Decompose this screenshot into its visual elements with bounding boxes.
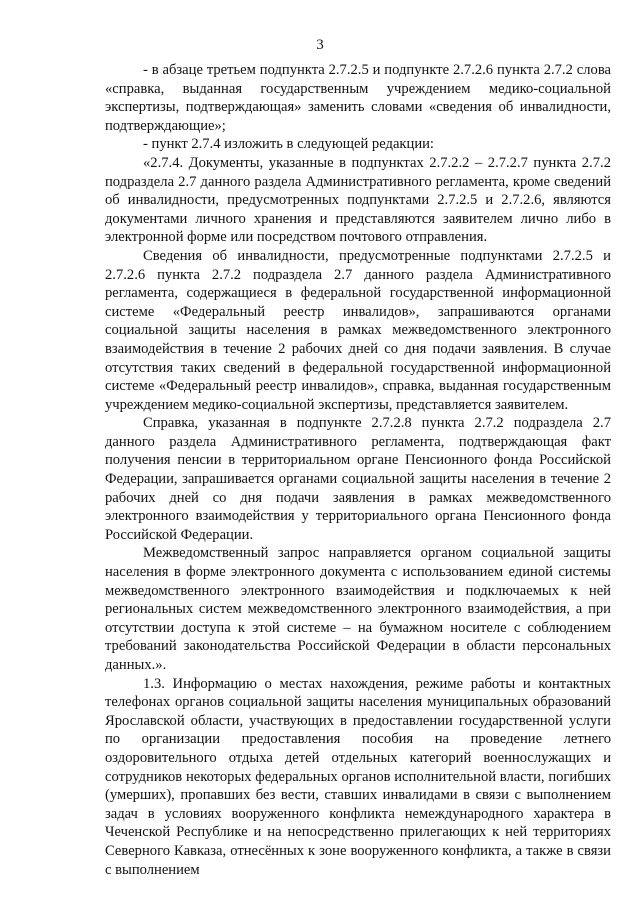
paragraph-amendment-words: - в абзаце третьем подпункта 2.7.2.5 и подпункте 2.7.2.6 пункта 2.7.2 слова «справка, выданная государственным учреждением медико-социальной экспертизы, подтверждающая» заменить словами «сведения об инвалидности, подтверждающие»;: [105, 62, 611, 134]
page-number: 3: [316, 37, 324, 53]
paragraph-1-3: 1.3. Информацию о местах нахождения, режиме работы и контактных телефонах органов социальной защиты населения муниципальных образований Ярославской области, участвующих в предоставлении государственной услуги по организации предоставления пособия на проведение летнего оздоровительного отдыха детей отдельных категорий военнослужащих и сотрудников некоторых федеральных органов исполнительной власти, погибших (умерших), пропавших без вести, ставших инвалидами в связи с выполнением задач в условиях вооруженного конфликта немеждународного характера в Чеченской Республике и на непосредственно прилегающих к ней территориях Северного Кавказа, отнесённых к зоне вооруженного конфликта, а также в связи с выполнением: [105, 675, 611, 878]
paragraph-disability-info: Сведения об инвалидности, предусмотренные подпунктами 2.7.2.5 и 2.7.2.6 пункта 2.7.2 подраздела 2.7 данного раздела Административного регламента, содержащиеся в федеральной государственной информационной системе «Федеральный реестр инвалидов», запрашиваются органами социальной защиты населения в рамках межведомственного электронного взаимодействия в течение 2 рабочих дней со дня подачи заявления. В случае отсутствия таких сведений в федеральной государственной информационной системе «Федеральный реестр инвалидов», справка, выданная государственным учреждением медико-социальной экспертизы, представляется заявителем.: [105, 247, 611, 413]
document-body: [105, 61, 611, 879]
paragraph-2-7-4: «2.7.4. Документы, указанные в подпунктах 2.7.2.2 – 2.7.2.7 пункта 2.7.2 подраздела 2.7 данного раздела Административного регламента, кроме сведений об инвалидности, предусмотренных подпунктами 2.7.2.5 и 2.7.2.6, являются документами личного хранения и представляются заявителем лично либо в электронной форме или посредством почтового отправления.: [105, 154, 611, 246]
paragraph-amendment-point: - пункт 2.7.4 изложить в следующей редакции:: [143, 136, 434, 153]
paragraph-pension-certificate: Справка, указанная в подпункте 2.7.2.8 пункта 2.7.2 подраздела 2.7 данного раздела Административного регламента, подтверждающая факт получения пенсии в территориальном органе Пенсионного фонда Российской Федерации, запрашивается органами социальной защиты населения в течение 2 рабочих дней со дня подачи заявления в рамках межведомственного электронного взаимодействия у территориального органа Пенсионного фонда Российской Федерации.: [105, 415, 611, 543]
paragraph-interagency-request: Межведомственный запрос направляется органом социальной защиты населения в форме электронного документа с использованием единой системы межведомственного электронного взаимодействия и подключаемых к ней региональных систем межведомственного электронного взаимодействия, а при отсутствии доступа к этой системе – на бумажном носителе с соблюдением требований законодательства Российской Федерации в области персональных данных.».: [105, 545, 611, 673]
